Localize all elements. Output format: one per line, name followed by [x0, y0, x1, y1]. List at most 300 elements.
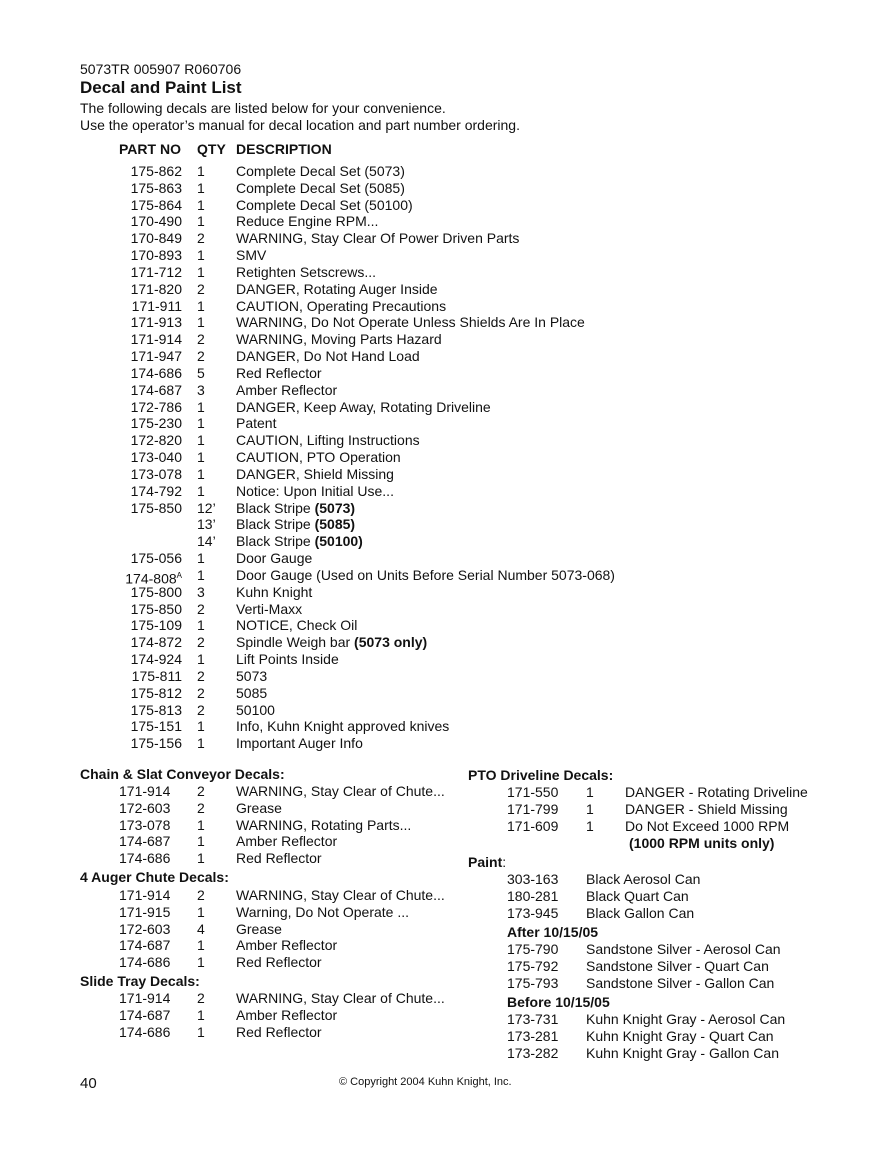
quantity: 2 — [197, 331, 205, 348]
description-text: Sandstone Silver - Gallon Can — [586, 975, 775, 991]
header-description: DESCRIPTION — [236, 141, 332, 157]
quantity: 3 — [197, 381, 205, 398]
list-item — [0, 1028, 892, 1045]
list-item — [0, 718, 892, 735]
description-text: Amber Reflector — [236, 381, 338, 398]
description — [236, 197, 413, 214]
description-text: Sandstone Silver - Aerosol Can — [586, 941, 781, 957]
list-item — [0, 888, 892, 905]
part-number — [507, 818, 558, 835]
part-number-text: 171-914 — [130, 331, 182, 348]
description-text: Black Gallon Can — [586, 905, 695, 921]
part-number-text: 173-078 — [119, 816, 171, 833]
description — [236, 466, 394, 483]
quantity: 1 — [197, 213, 205, 230]
quantity: 1 — [197, 937, 205, 954]
list-item — [0, 281, 892, 298]
quantity: 1 — [197, 465, 205, 482]
part-number-text: 173-040 — [130, 449, 182, 466]
description — [236, 365, 322, 382]
part-number-text: 175-109 — [130, 617, 182, 634]
description-text: Do Not Exceed 1000 RPM — [625, 818, 790, 834]
part-number — [131, 651, 182, 668]
part-number — [132, 298, 182, 315]
description-text: WARNING, Stay Clear of Chute... — [236, 783, 445, 799]
description-text: Black Stripe — [236, 499, 315, 516]
quantity: 1 — [197, 850, 205, 867]
list-item — [0, 921, 892, 938]
part-number — [131, 281, 182, 298]
description-text: Black Stripe — [236, 516, 315, 533]
list-item — [0, 784, 892, 801]
description-text: Red Reflector — [236, 850, 322, 867]
list-item — [0, 850, 892, 867]
list-item — [0, 735, 892, 752]
description — [236, 213, 378, 230]
description — [236, 449, 401, 466]
quantity: 1 — [197, 196, 205, 213]
description-text: Black Quart Can — [586, 888, 689, 904]
quantity: 2 — [197, 990, 205, 1006]
description — [236, 718, 449, 735]
part-number — [131, 197, 182, 214]
list-item — [0, 533, 892, 550]
list-item — [0, 415, 892, 432]
part-number-text: 171-914 — [119, 783, 171, 799]
description-text: Complete Decal Set (5073) — [236, 163, 405, 179]
part-number — [119, 833, 170, 850]
list-item — [0, 483, 892, 500]
part-number-text: 175-230 — [130, 415, 182, 432]
part-number-text: 171-914 — [119, 990, 171, 1006]
description — [236, 483, 394, 500]
description-text: CAUTION, Lifting Instructions — [236, 432, 420, 449]
list-item — [0, 651, 892, 668]
part-number-text: 175-812 — [130, 684, 182, 701]
part-number — [131, 180, 182, 197]
part-number-text: 174-686 — [119, 1023, 171, 1040]
description — [236, 533, 363, 550]
description — [236, 601, 302, 618]
part-number-text: 171-947 — [130, 348, 182, 365]
part-number — [131, 550, 182, 567]
part-number — [507, 975, 558, 992]
quantity: 1 — [197, 179, 205, 196]
part-number-text: 174-686 — [119, 850, 171, 867]
quantity: 1 — [197, 1006, 205, 1023]
list-item — [0, 685, 892, 702]
description-text: DANGER, Keep Away, Rotating Driveline — [236, 398, 491, 415]
part-number — [507, 1028, 558, 1045]
description — [236, 331, 442, 348]
description — [236, 314, 585, 331]
list-item — [0, 197, 892, 214]
list-item — [0, 432, 892, 449]
part-number — [131, 500, 182, 517]
part-number-text: 172-603 — [119, 920, 171, 937]
description — [236, 921, 282, 938]
description — [236, 281, 438, 298]
description — [586, 871, 700, 888]
description-text: 5073 — [236, 667, 268, 684]
description-text: Verti-Maxx — [236, 600, 303, 617]
description-text: Amber Reflector — [236, 937, 338, 954]
description-emphasis: (5073) — [314, 499, 356, 516]
description-text: Kuhn Knight — [236, 583, 313, 600]
part-number — [507, 871, 558, 888]
part-number — [131, 449, 182, 466]
list-item — [0, 500, 892, 517]
description-text: NOTICE, Check Oil — [236, 617, 358, 634]
description — [236, 833, 337, 850]
description-text: 5085 — [236, 684, 268, 701]
list-item — [0, 264, 892, 281]
list-item — [0, 1011, 892, 1028]
quantity: 2 — [197, 280, 205, 297]
part-number-text: 173-281 — [507, 1028, 559, 1044]
part-number — [131, 735, 182, 752]
section-title-chain-slat: Chain & Slat Conveyor Decals: — [80, 766, 285, 782]
quantity: 3 — [197, 583, 205, 600]
description — [586, 905, 694, 922]
part-number-text: 175-156 — [130, 735, 182, 752]
section-title-pto-driveline: PTO Driveline Decals: — [468, 767, 614, 783]
document-number: 5073TR 005907 R060706 — [80, 61, 242, 77]
part-number — [119, 921, 170, 938]
list-item — [0, 550, 892, 567]
intro-line-1: The following decals are listed below for your convenience. — [80, 100, 446, 116]
part-number-text: 174-687 — [119, 833, 171, 850]
list-item — [0, 818, 892, 835]
page-number: 40 — [80, 1075, 97, 1092]
description-text: Red Reflector — [236, 954, 322, 971]
part-number — [507, 784, 558, 801]
quantity: 1 — [197, 651, 205, 668]
part-number-text: 172-603 — [119, 799, 171, 816]
list-item — [0, 871, 892, 888]
description-text: Grease — [236, 920, 282, 937]
quantity: 1 — [197, 816, 205, 833]
part-number-text: 174-924 — [130, 651, 182, 668]
header-part-no: PART NO — [119, 141, 181, 157]
description — [586, 975, 774, 992]
description-text: Complete Decal Set (50100) — [236, 196, 413, 213]
description-text: Complete Decal Set (5085) — [236, 179, 405, 196]
description — [236, 668, 267, 685]
part-number — [507, 888, 558, 905]
part-number — [131, 331, 182, 348]
part-number-text: 175-800 — [130, 583, 182, 600]
list-item — [0, 230, 892, 247]
part-number-text: 303-163 — [507, 871, 559, 887]
list-item — [0, 399, 892, 416]
part-number — [131, 264, 182, 281]
description-text: Sandstone Silver - Quart Can — [586, 958, 769, 974]
part-number — [131, 415, 182, 432]
quantity: 2 — [197, 634, 205, 651]
paint-before-title: Before 10/15/05 — [507, 994, 610, 1010]
part-number-text: 175-790 — [507, 941, 559, 957]
part-number-text: 174-686 — [130, 364, 182, 381]
part-number — [119, 990, 170, 1007]
list-item — [0, 975, 892, 992]
part-number-text: 171-609 — [507, 818, 559, 834]
part-number — [507, 1011, 558, 1028]
section-title-paint — [468, 854, 506, 870]
list-item — [0, 634, 892, 651]
part-number — [131, 466, 182, 483]
list-item — [0, 382, 892, 399]
part-number — [131, 601, 182, 618]
description — [236, 685, 267, 702]
description-text: Reduce Engine RPM... — [236, 213, 379, 230]
description-text: Kuhn Knight Gray - Aerosol Can — [586, 1011, 786, 1027]
quantity: 1 — [197, 1023, 205, 1040]
description — [236, 990, 445, 1007]
quantity: 2 — [197, 799, 205, 816]
list-item — [0, 702, 892, 719]
quantity: 4 — [197, 920, 205, 937]
part-number-text: 174-687 — [119, 1006, 171, 1023]
part-number-text: 173-078 — [130, 465, 182, 482]
part-number-text: 175-863 — [130, 179, 182, 196]
part-number — [131, 432, 182, 449]
list-item — [0, 584, 892, 601]
description — [586, 1045, 779, 1062]
description-text: SMV — [236, 247, 267, 264]
list-item — [0, 331, 892, 348]
intro-line-2: Use the operator’s manual for decal location and part number ordering. — [80, 117, 520, 133]
description — [625, 818, 789, 835]
description-text: Amber Reflector — [236, 1006, 338, 1023]
part-number-text: 172-820 — [130, 432, 182, 449]
quantity: 2 — [197, 783, 205, 799]
description-text: WARNING, Moving Parts Hazard — [236, 331, 442, 348]
description-text: Door Gauge (Used on Units Before Serial Number 5073-068) — [236, 566, 615, 583]
part-number — [131, 382, 182, 399]
part-number-text: 170-849 — [130, 230, 182, 247]
list-item — [0, 314, 892, 331]
description — [236, 702, 275, 719]
pto-note: (1000 RPM units only) — [629, 835, 775, 851]
description — [236, 850, 322, 867]
description — [236, 247, 266, 264]
description-emphasis: (50100) — [314, 533, 363, 550]
part-number — [131, 702, 182, 719]
quantity: 2 — [197, 684, 205, 701]
list-item — [0, 566, 892, 587]
part-number-text: 171-911 — [131, 297, 182, 314]
description — [236, 651, 339, 668]
paint-title-colon: : — [502, 854, 507, 870]
list-item — [0, 298, 892, 315]
part-number-text: 173-945 — [507, 905, 559, 921]
part-number — [131, 718, 182, 735]
part-number-text: 175-793 — [507, 975, 559, 991]
part-number-text: 170-893 — [130, 247, 182, 264]
part-number-text: 174-792 — [130, 482, 182, 499]
quantity: 12’ — [197, 499, 216, 516]
quantity: 1 — [197, 954, 205, 971]
part-number — [131, 365, 182, 382]
list-item — [0, 617, 892, 634]
description — [236, 550, 312, 567]
part-number-text: 172-786 — [130, 398, 182, 415]
description-text: CAUTION, PTO Operation — [236, 449, 401, 466]
part-number-text: 175-056 — [130, 550, 182, 567]
part-number — [131, 634, 182, 651]
description-text: Kuhn Knight Gray - Gallon Can — [586, 1045, 779, 1061]
part-number-text: 175-862 — [130, 163, 182, 179]
part-number — [131, 399, 182, 416]
description — [625, 801, 788, 818]
quantity: 1 — [586, 801, 594, 817]
description — [586, 958, 769, 975]
description — [236, 163, 405, 180]
part-number-text: 174-687 — [119, 937, 171, 954]
list-item — [0, 163, 892, 180]
description — [236, 382, 337, 399]
description — [586, 1028, 774, 1045]
section-title-auger-chute: 4 Auger Chute Decals: — [80, 869, 229, 885]
part-number — [132, 668, 182, 685]
quantity: 2 — [197, 887, 205, 903]
list-item — [0, 180, 892, 197]
quantity: 2 — [197, 230, 205, 247]
paint-after-title: After 10/15/05 — [507, 924, 599, 940]
part-number-text: 175-151 — [130, 718, 182, 735]
quantity: 1 — [197, 163, 205, 179]
part-number — [131, 247, 182, 264]
quantity: 1 — [197, 735, 205, 752]
quantity: 1 — [586, 818, 594, 834]
description-text: Grease — [236, 799, 282, 816]
description — [236, 415, 276, 432]
list-item — [0, 990, 892, 1007]
quantity: 1 — [197, 833, 205, 850]
description-text: Kuhn Knight Gray - Quart Can — [586, 1028, 774, 1044]
list-item — [0, 348, 892, 365]
part-number — [131, 483, 182, 500]
description — [236, 500, 355, 517]
quantity: 1 — [197, 566, 205, 583]
description-text: DANGER - Shield Missing — [625, 801, 788, 817]
part-number — [131, 230, 182, 247]
description-text: WARNING, Stay Clear of Chute... — [236, 990, 445, 1006]
quantity: 1 — [197, 432, 205, 449]
list-item — [0, 941, 892, 958]
description — [236, 516, 355, 533]
description — [625, 784, 808, 801]
quantity: 1 — [197, 297, 205, 314]
copyright: © Copyright 2004 Kuhn Knight, Inc. — [339, 1076, 512, 1088]
description-text: DANGER, Do Not Hand Load — [236, 348, 420, 365]
description-text: Warning, Do Not Operate ... — [236, 903, 409, 920]
list-item — [0, 466, 892, 483]
part-number-text: 171-914 — [119, 887, 171, 903]
description — [236, 584, 312, 601]
quantity: 2 — [197, 600, 205, 617]
part-number — [507, 905, 558, 922]
description-emphasis: (5073 only) — [354, 634, 428, 651]
description — [586, 941, 781, 958]
description — [236, 399, 491, 416]
description-text: Door Gauge — [236, 550, 313, 567]
list-item — [0, 601, 892, 618]
list-item — [0, 958, 892, 975]
part-number-text: 174-808 — [125, 570, 177, 587]
paint-title-text: Paint — [468, 854, 503, 870]
list-item — [0, 247, 892, 264]
part-number-text: 175-850 — [130, 499, 182, 516]
part-number-text: 174-686 — [119, 954, 171, 971]
list-item — [0, 801, 892, 818]
description-text: Black Aerosol Can — [586, 871, 701, 887]
description — [236, 348, 420, 365]
description-text: WARNING, Stay Clear Of Power Driven Parts — [236, 230, 520, 247]
description-text: DANGER, Rotating Auger Inside — [236, 280, 438, 297]
description-text: Amber Reflector — [236, 833, 338, 850]
part-number-text: 175-864 — [130, 196, 182, 213]
description-text: 50100 — [236, 701, 275, 718]
part-number-text: 173-731 — [507, 1011, 559, 1027]
part-number-text: 170-490 — [130, 213, 182, 230]
header-qty: QTY — [197, 141, 226, 157]
quantity: 13’ — [197, 516, 216, 533]
quantity: 1 — [586, 784, 594, 800]
quantity: 1 — [197, 617, 205, 634]
list-item — [0, 1045, 892, 1062]
description — [236, 264, 376, 281]
list-item — [0, 365, 892, 382]
description-text: Important Auger Info — [236, 735, 363, 752]
list-item — [0, 449, 892, 466]
description-text: DANGER, Shield Missing — [236, 465, 394, 482]
description-text: Spindle Weigh bar — [236, 634, 355, 651]
part-number — [131, 685, 182, 702]
description-text: Black Stripe — [236, 533, 315, 550]
quantity: 1 — [197, 247, 205, 264]
part-number-text: 175-813 — [130, 701, 182, 718]
quantity: 1 — [197, 263, 205, 280]
description — [236, 634, 427, 651]
quantity: 1 — [197, 482, 205, 499]
description — [236, 735, 363, 752]
description-text: Red Reflector — [236, 364, 322, 381]
description-emphasis: (5085) — [314, 516, 356, 533]
part-number-text: 171-799 — [507, 801, 559, 817]
description-text: WARNING, Do Not Operate Unless Shields Are In Place — [236, 314, 585, 331]
part-number-text: 175-850 — [130, 600, 182, 617]
part-number-text: 171-915 — [119, 903, 171, 920]
description — [586, 1011, 785, 1028]
description-text: Retighten Setscrews... — [236, 263, 377, 280]
part-number-text: 175-811 — [131, 667, 182, 684]
part-number — [507, 1045, 558, 1062]
quantity: 2 — [197, 701, 205, 718]
description-text: Patent — [236, 415, 277, 432]
page-title: Decal and Paint List — [80, 78, 242, 97]
part-number-text: 174-687 — [130, 381, 182, 398]
quantity: 1 — [197, 550, 205, 567]
part-number-text: 173-282 — [507, 1045, 559, 1061]
quantity: 2 — [197, 667, 205, 684]
part-number — [131, 163, 182, 180]
quantity: 5 — [197, 364, 205, 381]
quantity: 14’ — [197, 533, 216, 550]
part-number — [507, 941, 558, 958]
section-title-slide-tray: Slide Tray Decals: — [80, 973, 200, 989]
